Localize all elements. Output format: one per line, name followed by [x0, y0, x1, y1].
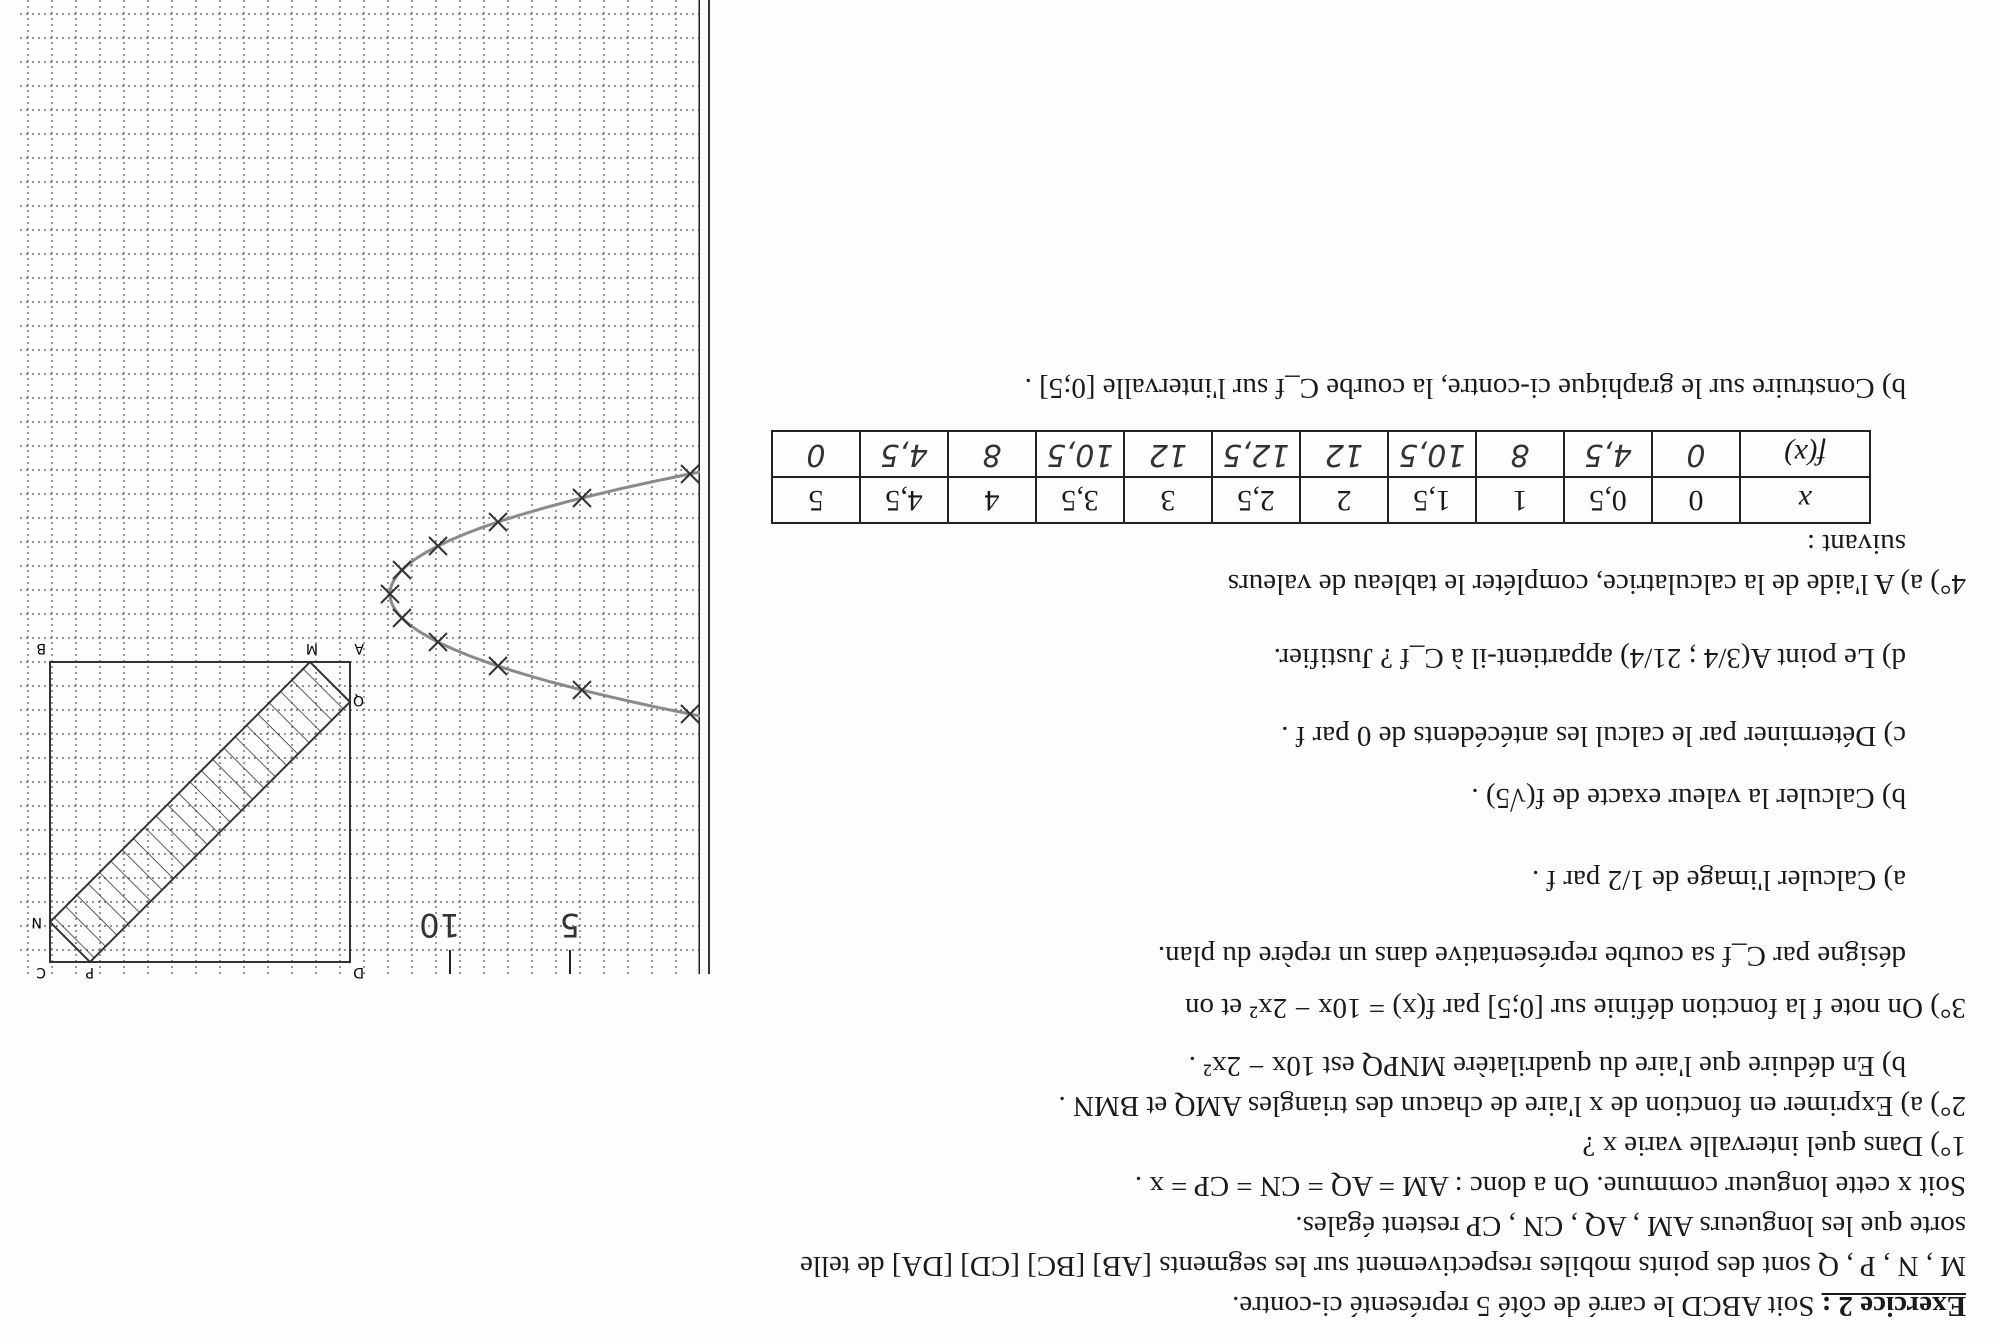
table-cell: 2,5: [1212, 477, 1300, 523]
question-3d: d) Le point A(3/4 ; 21/4) appartient-il à C_f ? Justifier.: [1273, 642, 1906, 674]
plotted-point: [429, 537, 447, 555]
table-cell: 4: [948, 477, 1036, 523]
table-cell: 2: [1300, 477, 1388, 523]
question-2a: 2°) a) Exprimer en fonction de x l'aire de chacun des triangles AMQ et BMN .: [1058, 1090, 1966, 1122]
label-m: M: [305, 640, 318, 656]
axis-ticks: [450, 950, 570, 974]
quadrilateral-mnpq: [50, 662, 350, 962]
square-figure: [20, 634, 370, 984]
label-b: B: [36, 640, 46, 656]
label-a: A: [354, 640, 364, 656]
question-4b: b) Construire sur le graphique ci-contre, la courbe C_f sur l'intervalle [0;5] .: [1024, 372, 1906, 404]
tick-label-10: 10: [419, 906, 460, 944]
points-line: M , N , P , Q sont des points mobiles respectivement sur les segments [AB] [BC] [CD] [DA] de telle: [799, 1250, 1966, 1282]
table-row-fx: [772, 431, 1870, 477]
column-divider: [708, 0, 710, 974]
label-p: P: [85, 964, 94, 980]
table-cell-handwritten: 4,5: [860, 431, 948, 477]
table-cell-handwritten: 0: [1652, 431, 1740, 477]
table-cell: 3: [1124, 477, 1212, 523]
plotted-point: [429, 633, 447, 651]
table-row-x: [772, 477, 1870, 523]
table-cell-handwritten: 12: [1124, 431, 1212, 477]
question-3-intro: désigne par C_f sa courbe représentative dans un repère du plan.: [1157, 940, 1906, 972]
label-n: N: [31, 914, 42, 930]
table-cell-handwritten: 8: [948, 431, 1036, 477]
values-table: [771, 430, 1871, 524]
question-4a: 4°) a) A l'aide de la calculatrice, compléter le tableau de valeurs: [1227, 568, 1966, 600]
exercise-title: Exercice 2 :: [1821, 1290, 1966, 1322]
exercise-intro: Soit ABCD le carré de côté 5 représenté ci-contre.: [1232, 1290, 1815, 1322]
exercise-text: [716, 368, 1966, 1326]
table-cell: 4,5: [860, 477, 948, 523]
plotted-point: [489, 513, 507, 531]
plotted-point: [489, 657, 507, 675]
plotted-points: [381, 465, 699, 723]
label-q: Q: [352, 692, 364, 708]
table-header-x: x: [1740, 477, 1870, 523]
question-2b: b) En déduire que l'aire du quadrilatère MNPQ est 10x − 2x² .: [1188, 1050, 1906, 1082]
label-c: C: [36, 964, 46, 980]
question-3a: a) Calculer l'image de 1/2 par f .: [1531, 864, 1906, 896]
soit-line: Soit x cette longueur commune. On a donc : AM = AQ = CN = CP = x .: [1134, 1170, 1966, 1202]
question-4a-suivant: suivant :: [1806, 528, 1906, 560]
table-cell: 0: [1652, 477, 1740, 523]
table-cell: 0,5: [1564, 477, 1652, 523]
table-cell: 1: [1476, 477, 1564, 523]
table-cell-handwritten: 12: [1300, 431, 1388, 477]
table-cell: 3,5: [1036, 477, 1124, 523]
table-cell-handwritten: 4,5: [1564, 431, 1652, 477]
table-cell-handwritten: 10,5: [1388, 431, 1476, 477]
table-cell: 5: [772, 477, 860, 523]
exercise-intro-line: [716, 1286, 1966, 1326]
tick-label-5: 5: [559, 906, 580, 944]
table-cell-handwritten: 0: [772, 431, 860, 477]
table-cell-handwritten: 12,5: [1212, 431, 1300, 477]
question-1: 1°) Dans quel intervalle varie x ?: [1582, 1130, 1966, 1162]
question-3: 3°) On note f la fonction définie sur [0;5] par f(x) = 10x − 2x² et on: [1184, 992, 1966, 1024]
plotted-point: [393, 561, 411, 579]
table-header-fx: f(x): [1740, 431, 1870, 477]
table-cell: 1,5: [1388, 477, 1476, 523]
sorte-line: sorte que les longueurs AM , AQ , CN , CP restent égales.: [1295, 1210, 1966, 1242]
label-d: D: [353, 964, 364, 980]
plotted-point: [393, 609, 411, 627]
table-cell-handwritten: 10,5: [1036, 431, 1124, 477]
table-cell-handwritten: 8: [1476, 431, 1564, 477]
question-3b: b) Calculer la valeur exacte de f(√5) .: [1471, 782, 1906, 814]
question-3c: c) Déterminer par le calcul les antécédents de 0 par f .: [1281, 720, 1906, 752]
